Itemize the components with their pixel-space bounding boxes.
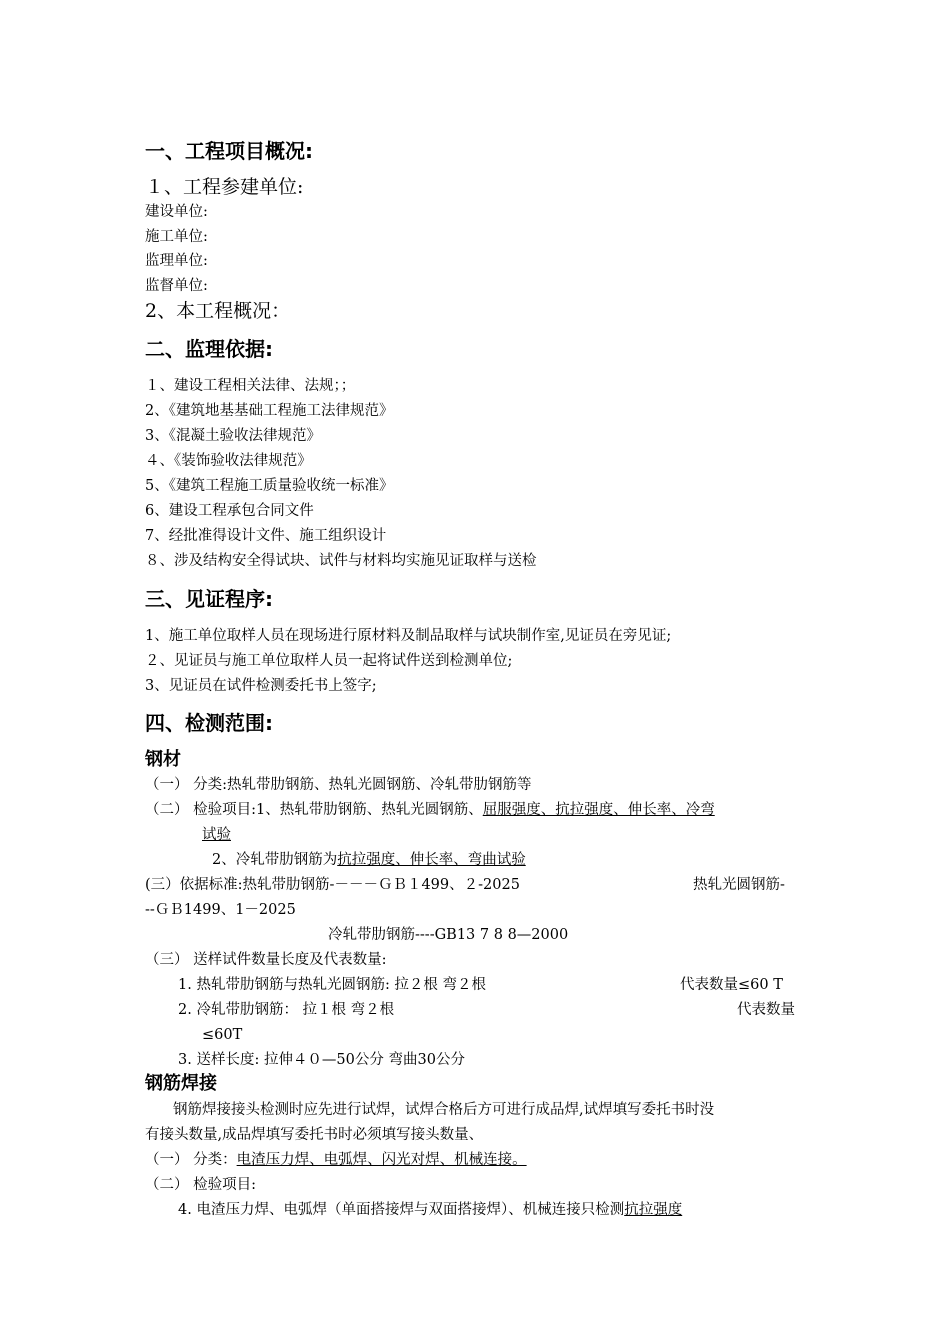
steel-category: （一） 分类:热轧带肋钢筋、热轧光圆钢筋、冷轧带肋钢筋等 [145,777,532,793]
section-4-title: 四、检测范围: [145,711,273,735]
basis-item: １、建设工程相关法律、法规；； [145,378,356,394]
steel-standard-cold: 冷轧带肋钢筋----GB13 7 8 8—2000 [328,927,569,943]
sample-quantity-rep: 代表数量≤60 T [680,977,783,993]
weld-paragraph: 钢筋焊接接头检测时应先进行试焊，试焊合格后方可进行成品焊,试焊填写委托书时没 [173,1102,715,1118]
weld-inspection-item-strength: 抗拉强度 [624,1202,683,1218]
weld-heading: 钢筋焊接 [145,1073,217,1094]
sample-quantity-item: 1. 热轧带肋钢筋与热轧光圆钢筋: 拉２根 弯２根 [178,977,487,993]
basis-item: ８、涉及结构安全得试块、试件与材料均实施见证取样与送检 [145,553,537,569]
sample-quantity-rep-cont: ≤60T [202,1027,243,1043]
basis-item: 2、《建筑地基基础工程施工法律规范》 [145,403,394,419]
weld-inspection-item-prefix: 4. 电渣压力焊、电弧焊（单面搭接焊与双面搭接焊）、机械连接只检测 [178,1202,625,1218]
steel-heading: 钢材 [145,749,181,770]
weld-category-items: 电渣压力焊、电弧焊、闪光对焊、机械连接。 [236,1152,527,1168]
procedure-item: 3、见证员在试件检测委托书上签字; [145,678,377,694]
steel-inspection-2 [212,850,526,870]
steel-inspection-2-items: 抗拉强度、伸长率、弯曲试验 [337,852,526,868]
section-3-title: 三、见证程序: [145,587,273,611]
steel-inspection-items: 屈服强度、抗拉强度、伸长率、冷弯 [482,802,715,818]
steel-inspection-2-prefix: 2、冷轧带肋钢筋为 [212,852,338,868]
basis-item: ４、《装饰验收法律规范》 [145,453,312,469]
steel-standard-cont: --ＧＢ1499、1－2025 [145,902,296,918]
steel-inspection-prefix: （二） 检验项目:1、热轧带肋钢筋、热轧光圆钢筋、 [145,802,483,818]
procedure-item: 1、施工单位取样人员在现场进行原材料及制品取样与试块制作室,见证员在旁见证; [145,628,672,644]
basis-item: 3、《混凝土验收法律规范》 [145,428,321,444]
weld-paragraph-cont: 有接头数量,成品焊填写委托书时必须填写接头数量、 [145,1127,484,1143]
sample-quantity-title: （三） 送样试件数量长度及代表数量: [145,952,387,968]
steel-inspection [145,800,715,820]
weld-category-prefix: （一） 分类： [145,1152,237,1168]
sample-quantity-rep: 代表数量 [737,1002,795,1018]
weld-category [145,1150,527,1170]
steel-inspection-cont [202,825,231,845]
basis-item: 5、《建筑工程施工质量验收统一标准》 [145,478,394,494]
section-1-title: 一、工程项目概况: [145,139,313,163]
unit-line: 建设单位: [145,204,208,220]
sample-quantity-item: 2. 冷轧带肋钢筋： 拉１根 弯２根 [178,1002,395,1018]
basis-item: 6、建设工程承包合同文件 [145,503,314,519]
steel-standard: (三）依据标准:热轧带肋钢筋-－－－ＧＢ１499、２-2025 [145,877,520,893]
section-1-sub-1: １、工程参建单位: [145,176,304,198]
section-1-sub-2: 2、本工程概况： [145,300,291,322]
section-2-title: 二、监理依据: [145,337,273,361]
procedure-item: ２、见证员与施工单位取样人员一起将试件送到检测单位; [145,653,513,669]
weld-inspection: （二） 检验项目: [145,1177,256,1193]
unit-line: 施工单位: [145,229,208,245]
steel-inspection-items-cont: 试验 [202,827,231,843]
unit-line: 监督单位: [145,278,208,294]
basis-item: 7、经批准得设计文件、施工组织设计 [145,528,387,544]
weld-inspection-item [178,1200,682,1220]
sample-length: 3. 送样长度: 拉伸４０—50公分 弯曲30公分 [178,1052,465,1068]
steel-standard-right: 热轧光圆钢筋- [693,877,785,893]
unit-line: 监理单位: [145,253,208,269]
